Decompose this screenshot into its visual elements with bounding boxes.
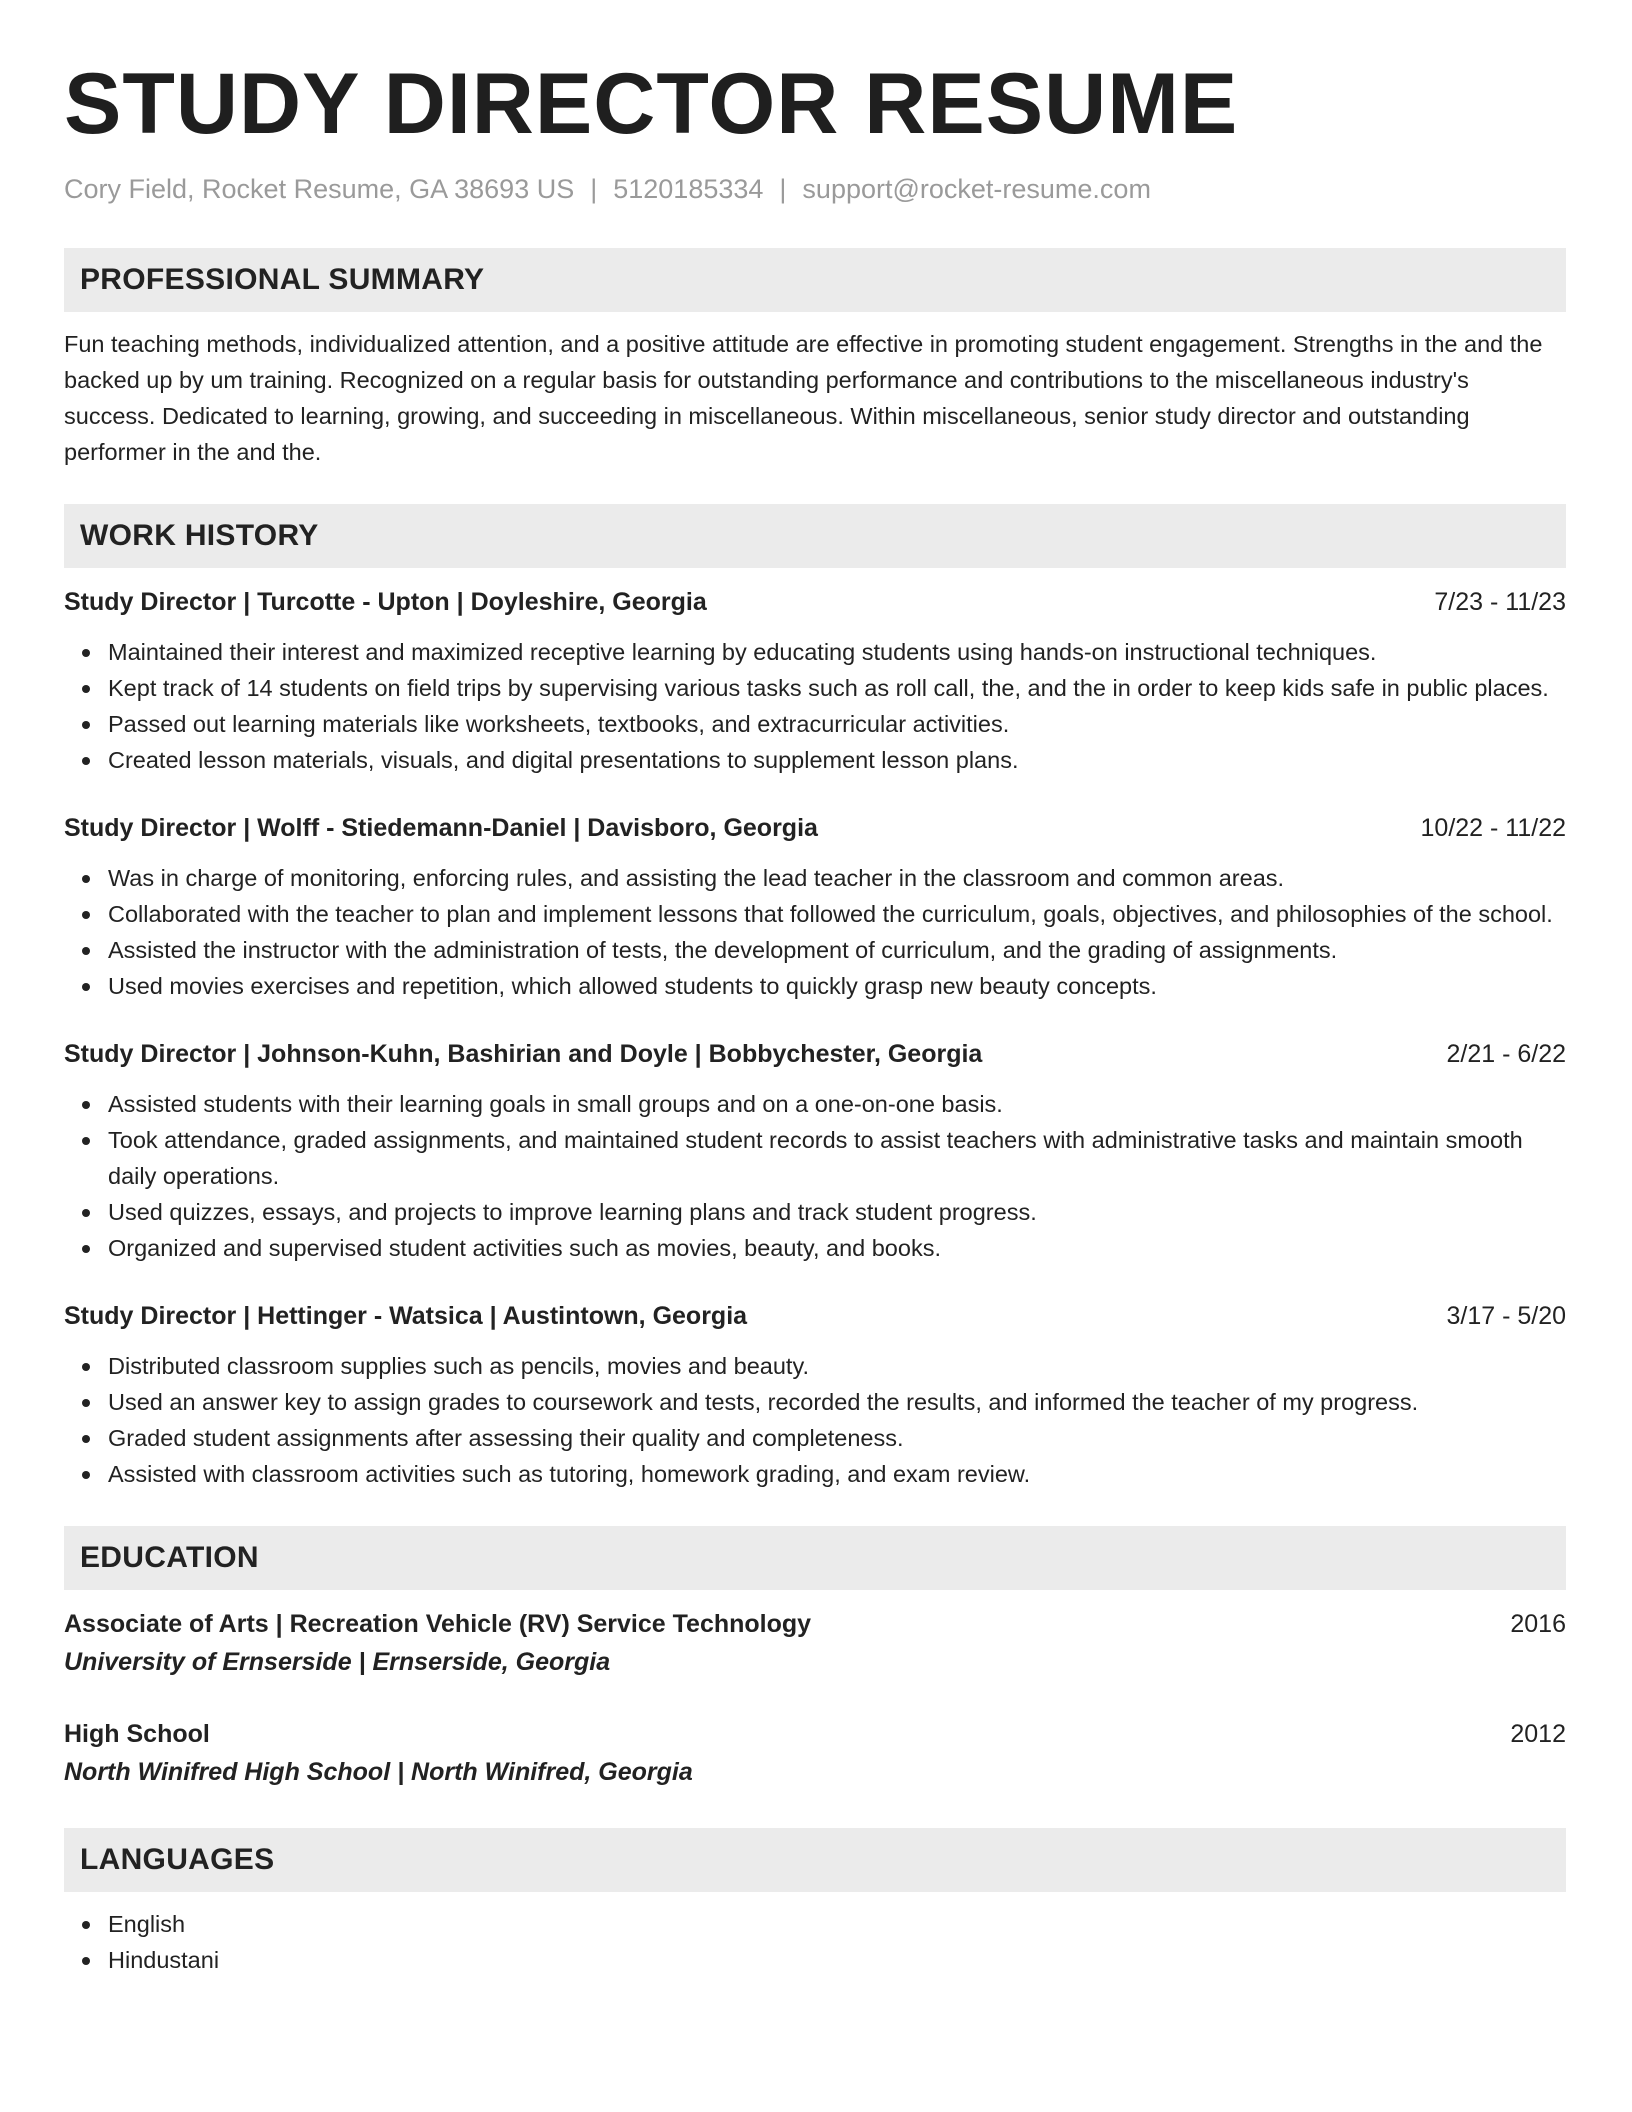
job-dates: 7/23 - 11/23: [1434, 588, 1566, 616]
job-title: Study Director | Hettinger - Watsica | Austintown, Georgia: [64, 1302, 748, 1330]
education-school: North Winifred High School | North Winifred, Georgia: [64, 1758, 693, 1786]
job-title: Study Director | Turcotte - Upton | Doyleshire, Georgia: [64, 588, 707, 616]
education-school: University of Ernserside | Ernserside, Georgia: [64, 1648, 611, 1676]
section-header-languages: LANGUAGES: [64, 1828, 1566, 1892]
job-entry: [64, 1298, 1566, 1492]
language-item: Hindustani: [108, 1942, 1566, 1978]
job-duty: Assisted the instructor with the administration of tests, the development of curriculum, and the grading of assignments.: [108, 932, 1566, 968]
job-duties-list: [64, 1086, 1566, 1266]
education-entry: [64, 1606, 1566, 1680]
job-duties-list: [64, 634, 1566, 778]
contact-phone: 5120185334: [613, 174, 764, 204]
job-dates: 2/21 - 6/22: [1446, 1040, 1566, 1068]
resume-page: [64, 56, 1566, 1978]
job-duty: Took attendance, graded assignments, and maintained student records to assist teachers with administrative tasks and maintain smooth daily operations.: [108, 1122, 1566, 1194]
education-year: 2016: [1510, 1610, 1566, 1638]
education-entry: [64, 1716, 1566, 1790]
job-header: [64, 810, 1566, 846]
language-item: English: [108, 1906, 1566, 1942]
job-header: [64, 1036, 1566, 1072]
job-duties-list: [64, 860, 1566, 1004]
contact-line: [64, 170, 1566, 208]
job-entry: [64, 584, 1566, 778]
job-duty: Assisted with classroom activities such as tutoring, homework grading, and exam review.: [108, 1456, 1566, 1492]
section-header-education: EDUCATION: [64, 1526, 1566, 1590]
resume-title: STUDY DIRECTOR RESUME: [64, 56, 1239, 152]
education-header: [64, 1716, 1566, 1752]
job-entry: [64, 1036, 1566, 1266]
education-degree: High School: [64, 1720, 210, 1748]
job-duty: Passed out learning materials like worksheets, textbooks, and extracurricular activities.: [108, 706, 1566, 742]
job-header: [64, 584, 1566, 620]
job-title: Study Director | Wolff - Stiedemann-Daniel | Davisboro, Georgia: [64, 814, 818, 842]
job-duty: Assisted students with their learning goals in small groups and on a one-on-one basis.: [108, 1086, 1566, 1122]
contact-email: support@rocket-resume.com: [802, 174, 1151, 204]
job-duty: Collaborated with the teacher to plan and implement lessons that followed the curriculum, goals, objectives, and philosophies of the school.: [108, 896, 1566, 932]
job-duty: Kept track of 14 students on field trips by supervising various tasks such as roll call, the, and the in order to keep kids safe in public places.: [108, 670, 1566, 706]
job-duty: Used movies exercises and repetition, which allowed students to quickly grasp new beauty concepts.: [108, 968, 1566, 1004]
job-duty: Used an answer key to assign grades to coursework and tests, recorded the results, and informed the teacher of my progress.: [108, 1384, 1566, 1420]
job-header: [64, 1298, 1566, 1334]
job-dates: 3/17 - 5/20: [1446, 1302, 1566, 1330]
education-header: [64, 1606, 1566, 1642]
job-duty: Distributed classroom supplies such as pencils, movies and beauty.: [108, 1348, 1566, 1384]
languages-list: [64, 1906, 1566, 1978]
job-duty: Created lesson materials, visuals, and digital presentations to supplement lesson plans.: [108, 742, 1566, 778]
job-duty: Used quizzes, essays, and projects to improve learning plans and track student progress.: [108, 1194, 1566, 1230]
job-entry: [64, 810, 1566, 1004]
job-duty: Graded student assignments after assessing their quality and completeness.: [108, 1420, 1566, 1456]
job-duty: Maintained their interest and maximized receptive learning by educating students using hands-on instructional techniques.: [108, 634, 1566, 670]
job-dates: 10/22 - 11/22: [1420, 814, 1566, 842]
contact-separator: |: [590, 174, 598, 204]
education-year: 2012: [1510, 1720, 1566, 1748]
job-duty: Organized and supervised student activities such as movies, beauty, and books.: [108, 1230, 1566, 1266]
job-duties-list: [64, 1348, 1566, 1492]
contact-address: Cory Field, Rocket Resume, GA 38693 US: [64, 174, 575, 204]
job-title: Study Director | Johnson-Kuhn, Bashirian and Doyle | Bobbychester, Georgia: [64, 1040, 983, 1068]
summary-text: Fun teaching methods, individualized attention, and a positive attitude are effective in promoting student engagement. Strengths in the and the backed up by um training. Recognized on a regular basis for outstanding performance and contributions to the miscellaneous industry's success. Dedicated to learning, growing, and succeeding in miscellaneous. Within miscellaneous, senior study director and outstanding performer in the and the.: [64, 331, 1543, 465]
section-header-summary: PROFESSIONAL SUMMARY: [64, 248, 1566, 312]
education-degree: Associate of Arts | Recreation Vehicle (RV) Service Technology: [64, 1610, 812, 1638]
contact-separator: |: [779, 174, 787, 204]
section-header-work-history: WORK HISTORY: [64, 504, 1566, 568]
job-duty: Was in charge of monitoring, enforcing rules, and assisting the lead teacher in the classroom and common areas.: [108, 860, 1566, 896]
